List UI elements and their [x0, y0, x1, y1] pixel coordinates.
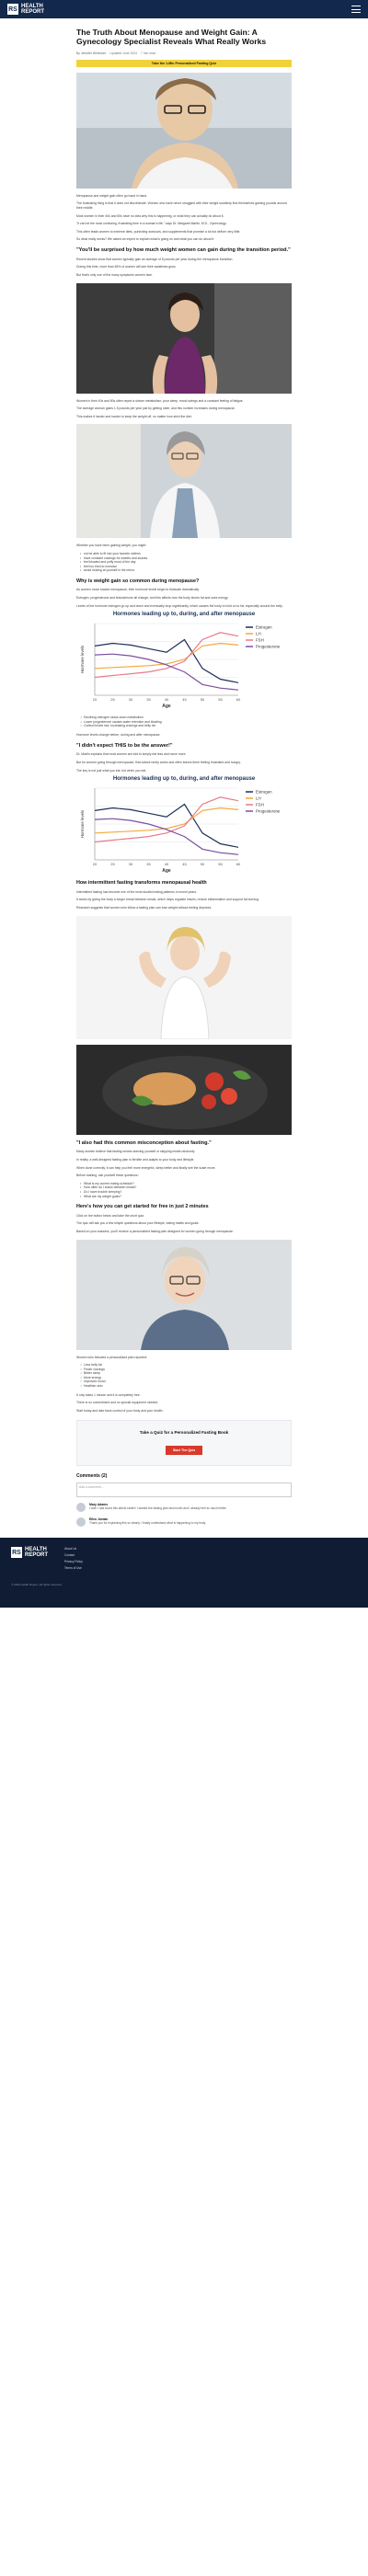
quote3-paragraph-2: In reality, a well-designed fasting plan is flexible and adapts to your body and lifestyle.: [76, 1157, 195, 1162]
logo-badge: RS: [11, 1547, 22, 1558]
section1-paragraph-1: Recent studies show that women typically gain an average of 5 pounds per year during the menopause transition.: [76, 257, 234, 261]
comment-text: I wish I had found this article earlier! I started the fasting plan last month and I already feel so much better.: [89, 1506, 227, 1511]
top-quiz-banner[interactable]: Take the 1-Min Personalized Fasting Quiz: [76, 60, 292, 67]
x-tick-label: 55: [218, 697, 223, 703]
why-list-item: ✓ Declining estrogen slows down metabolism: [80, 716, 292, 720]
x-tick-label: 45: [182, 697, 187, 703]
avatar: [76, 1517, 86, 1527]
comment-item: [76, 1503, 292, 1512]
why-paragraph-2: Estrogen, progesterone and testosterone all change, and this affects how the body stores fat and uses energy.: [76, 596, 229, 601]
pull-quote-1: "You'll be surprised by how much weight women can gain during the transition period.": [76, 246, 291, 253]
section2-paragraph-2: The average woman gains 1.5 pounds per year just by getting older, and this number increases during menopause.: [76, 406, 236, 411]
intro-paragraph-6: So what really works? We asked an expert to explain what is going on and what you can do about it.: [76, 237, 215, 242]
benefit-item: ✓ Healthier skin: [80, 1384, 292, 1389]
x-tick-label: 40: [164, 862, 169, 867]
symptom-item: • feel bloated and puffy most of the day: [80, 560, 292, 565]
site-footer: [0, 1538, 368, 1608]
fasting-paragraph-2: It works by giving the body a longer break between meals, which helps regulate insulin, reduce inflammation and support fat burning.: [76, 898, 259, 902]
footer-links: [64, 1547, 83, 1570]
hero-image-woman-with-glasses: [76, 73, 292, 189]
why-list: [80, 716, 292, 728]
quote2-paragraph-1: Dr. Martin explains that most women are told to simply eat less and move more.: [76, 752, 187, 757]
quote3-paragraph-1: Many women believe that fasting means starving yourself or skipping meals randomly.: [76, 1150, 196, 1154]
why-paragraph-3: Levels of the hormone estrogen go up and down and eventually drop significantly, which causes the body to hold on to fat, especially around the belly.: [76, 603, 283, 608]
why-list-item: ✓ Lower progesterone causes water retention and bloating: [80, 720, 292, 725]
x-tick-label: 20: [92, 862, 98, 867]
site-logo[interactable]: [7, 4, 44, 15]
x-axis-label: Age: [162, 704, 171, 710]
x-tick-label: 60: [236, 862, 241, 867]
intro-paragraph-2: The frustrating thing is that it does not discriminate. Women who have never struggled with their weight suddenly find themselves gaining pounds around their middle.: [76, 201, 287, 210]
x-tick-label: 50: [200, 697, 205, 703]
pull-quote-3: "I also had this common misconception about fasting.": [76, 1139, 212, 1146]
series-line-estrogen: [95, 805, 238, 848]
y-axis-label: Hormone levels: [80, 809, 85, 839]
article-meta: [76, 52, 292, 55]
x-axis-label: Age: [162, 868, 171, 875]
symptom-list: [80, 552, 292, 573]
legend-label: FSH: [256, 637, 264, 643]
why-paragraph-1: As women move toward menopause, their hormone levels begin to fluctuate dramatically.: [76, 588, 200, 592]
logo-line-2: REPORT: [25, 1552, 49, 1559]
start-quiz-button[interactable]: Start The Quiz: [166, 1446, 202, 1455]
comments-title: Comments (2): [76, 1473, 108, 1480]
hamburger-menu-icon[interactable]: [351, 6, 361, 13]
logo-text: [25, 1547, 48, 1558]
hormone-chart-1: [76, 612, 292, 710]
question-item: • Do I have trouble sleeping?: [80, 1190, 292, 1195]
cta-title: Take a Quiz for a Personalized Fasting Book: [139, 1430, 229, 1436]
quiz-cta-box: [76, 1420, 292, 1466]
x-tick-label: 30: [128, 862, 133, 867]
heading-intermittent-fasting: How intermittent fasting transforms menopausal health: [76, 880, 207, 887]
start-paragraph-3: Based on your answers, you'll receive a personalized fasting plan designed for women going through menopause.: [76, 1229, 234, 1233]
comment-item: [76, 1517, 292, 1527]
quote2-paragraph-3: The key is not just what you eat, but when you eat.: [76, 768, 147, 773]
image-healthy-meal: [76, 1045, 292, 1135]
quote3-paragraph-3: When done correctly, it can help you feel more energetic, sleep better and finally see the scale move.: [76, 1165, 216, 1170]
heading-get-started: Here's how you can get started for free in just 2 minutes: [76, 1204, 209, 1210]
article-read-time: 7 min read: [141, 51, 156, 55]
question-list: [80, 1182, 292, 1198]
comment-input[interactable]: Add a comment...: [76, 1483, 292, 1497]
symptom-item: • avoid looking at yourself in the mirror: [80, 568, 292, 573]
intro-paragraph-5: This often leads women to extreme diets, punishing workouts, and supplements that promise a lot but deliver very little.: [76, 229, 241, 234]
x-tick-label: 60: [236, 697, 241, 703]
hormone-line-chart-1: [76, 618, 292, 710]
legend-label: Progesterone: [256, 808, 281, 814]
image-woman-purple-top: [76, 283, 292, 394]
legend-label: Estrogen: [256, 624, 272, 630]
benefits-list: [80, 1363, 292, 1389]
question-item: • How often do I snack between meals?: [80, 1185, 292, 1190]
image-smiling-woman-glasses: [76, 1240, 292, 1350]
closing-paragraph-2: There is no commitment and no special equipment needed.: [76, 1401, 159, 1405]
article-author: By Jennifer Whitmore: [76, 51, 107, 55]
quote2-paragraph-2: But for women going through menopause, that advice rarely works and often leaves them feeling frustrated and hungry.: [76, 761, 241, 765]
hormone-line-chart-2: [76, 783, 292, 875]
question-item: • What are my weight goals?: [80, 1195, 292, 1199]
symptom-intro: Whether you have been gaining weight, you might:: [76, 544, 147, 548]
logo-line-1: HEALTH: [25, 1547, 47, 1553]
pull-quote-2: "I didn't expect THIS to be the answer!": [76, 742, 173, 749]
x-tick-label: 55: [218, 862, 223, 867]
fasting-paragraph-3: Research suggests that women who follow a fasting plan can lose weight without feeling deprived.: [76, 906, 213, 910]
benefit-intro: Women who followed a personalized plan reported:: [76, 1355, 148, 1359]
hormone-chart-2: [76, 776, 292, 875]
section2-paragraph-1: Women in their 40s and 50s often report a slower metabolism, poor sleep, mood swings and a constant feeling of fatigue.: [76, 398, 244, 403]
legend-label: LH: [256, 631, 261, 636]
question-item: • What is my current eating schedule?: [80, 1182, 292, 1186]
x-tick-label: 20: [92, 697, 98, 703]
heading-why-weight-gain: Why is weight gain so common during menopause?: [76, 578, 200, 584]
section1-paragraph-2: During this time, more than 65% of women will see their waistlines grow.: [76, 265, 177, 269]
section1-paragraph-3: But that's only one of the many symptoms women face.: [76, 272, 154, 277]
why-list-item: ✓ Cortisol levels rise, increasing cravings and belly fat: [80, 724, 292, 728]
legend-label: Progesterone: [256, 644, 281, 649]
logo-text: [21, 4, 44, 15]
article: [76, 18, 292, 1527]
section2-paragraph-3: This makes it harder and harder to keep the weight off, no matter how strict the diet.: [76, 414, 192, 418]
x-tick-label: 50: [200, 862, 205, 867]
fasting-paragraph-1: Intermittent fasting has become one of the most studied eating patterns in recent years.: [76, 889, 197, 894]
logo-badge: RS: [7, 4, 18, 15]
comments-section: [76, 1473, 292, 1527]
top-navigation-bar: [0, 0, 368, 18]
legend-label: FSH: [256, 802, 264, 807]
footer-link-contact[interactable]: Contact: [64, 1553, 75, 1558]
benefit-item: ✓ Fewer cravings: [80, 1368, 292, 1372]
comment-author: Mary Adams: [89, 1503, 109, 1507]
chart-note: Hormone levels change before, during and after menopause.: [76, 733, 161, 738]
start-paragraph-1: Click on the button below and take the short quiz.: [76, 1213, 145, 1218]
logo-line-2: REPORT: [21, 9, 45, 15]
image-doctor-portrait: [76, 424, 292, 538]
benefit-item: ✓ Improved mood: [80, 1380, 292, 1384]
x-tick-label: 35: [146, 862, 151, 867]
image-woman-flexing: [76, 916, 292, 1039]
x-tick-label: 25: [110, 697, 115, 703]
y-axis-label: Hormone levels: [80, 646, 85, 674]
legend-label: LH: [256, 796, 261, 801]
x-tick-label: 45: [182, 862, 187, 867]
series-line-estrogen: [95, 640, 238, 683]
article-title: The Truth About Menopause and Weight Gain: A Gynecology Specialist Reveals What Really Works: [76, 28, 267, 47]
benefit-item: ✓ Better sleep: [80, 1371, 292, 1376]
benefit-item: ✓ More energy: [80, 1376, 292, 1380]
footer-link-privacy[interactable]: Privacy Policy: [64, 1560, 83, 1564]
x-tick-label: 25: [110, 862, 115, 867]
chart-title: Hormones leading up to, during, and after menopause: [112, 776, 256, 783]
intro-paragraph-4: "It can be the most confusing, frustrating time in a woman's life," says Dr. Margaret Martin, M.D., Gynecology.: [76, 222, 227, 226]
symptom-item: • have constant cravings for sweets and snacks: [80, 556, 292, 561]
footer-link-terms[interactable]: Terms of Use: [64, 1566, 82, 1571]
intro-paragraph-3: Most women in their 40s and 50s have no idea why this is happening, or what they can actually do about it.: [76, 213, 224, 218]
article-date: Updated June 2024: [109, 51, 138, 55]
logo-line-1: HEALTH: [21, 4, 43, 9]
legend-label: Estrogen: [256, 789, 272, 795]
start-paragraph-2: The quiz will ask you a few simple questions about your lifestyle, eating habits and goals.: [76, 1221, 200, 1226]
closing-paragraph-3: Start today and take back control of your body and your health.: [76, 1408, 164, 1413]
footer-link-about[interactable]: About Us: [64, 1547, 77, 1551]
symptom-item: • not be able to fit into your favorite clothes: [80, 552, 292, 556]
chart-title: Hormones leading up to, during, and after menopause: [112, 612, 256, 618]
closing-paragraph-1: It only takes 1 minute and it is completely free.: [76, 1392, 141, 1397]
footer-copyright: © 2024 Health Report. All rights reserved.: [11, 1583, 63, 1587]
x-tick-label: 30: [128, 697, 133, 703]
x-tick-label: 35: [146, 697, 151, 703]
symptom-item: • feel too tired to exercise: [80, 565, 292, 569]
intro-paragraph-1: Menopause and weight gain often go hand in hand.: [76, 193, 148, 198]
footer-logo[interactable]: [11, 1547, 48, 1558]
comment-author: Ellen Jordan: [89, 1517, 109, 1522]
x-tick-label: 40: [164, 697, 169, 703]
question-intro: Before starting, ask yourself these questions:: [76, 1174, 139, 1178]
benefit-item: ✓ Less belly fat: [80, 1363, 292, 1368]
avatar: [76, 1503, 86, 1512]
comment-text: Thank you for explaining this so clearly. I finally understand what is happening to my body.: [89, 1521, 206, 1526]
